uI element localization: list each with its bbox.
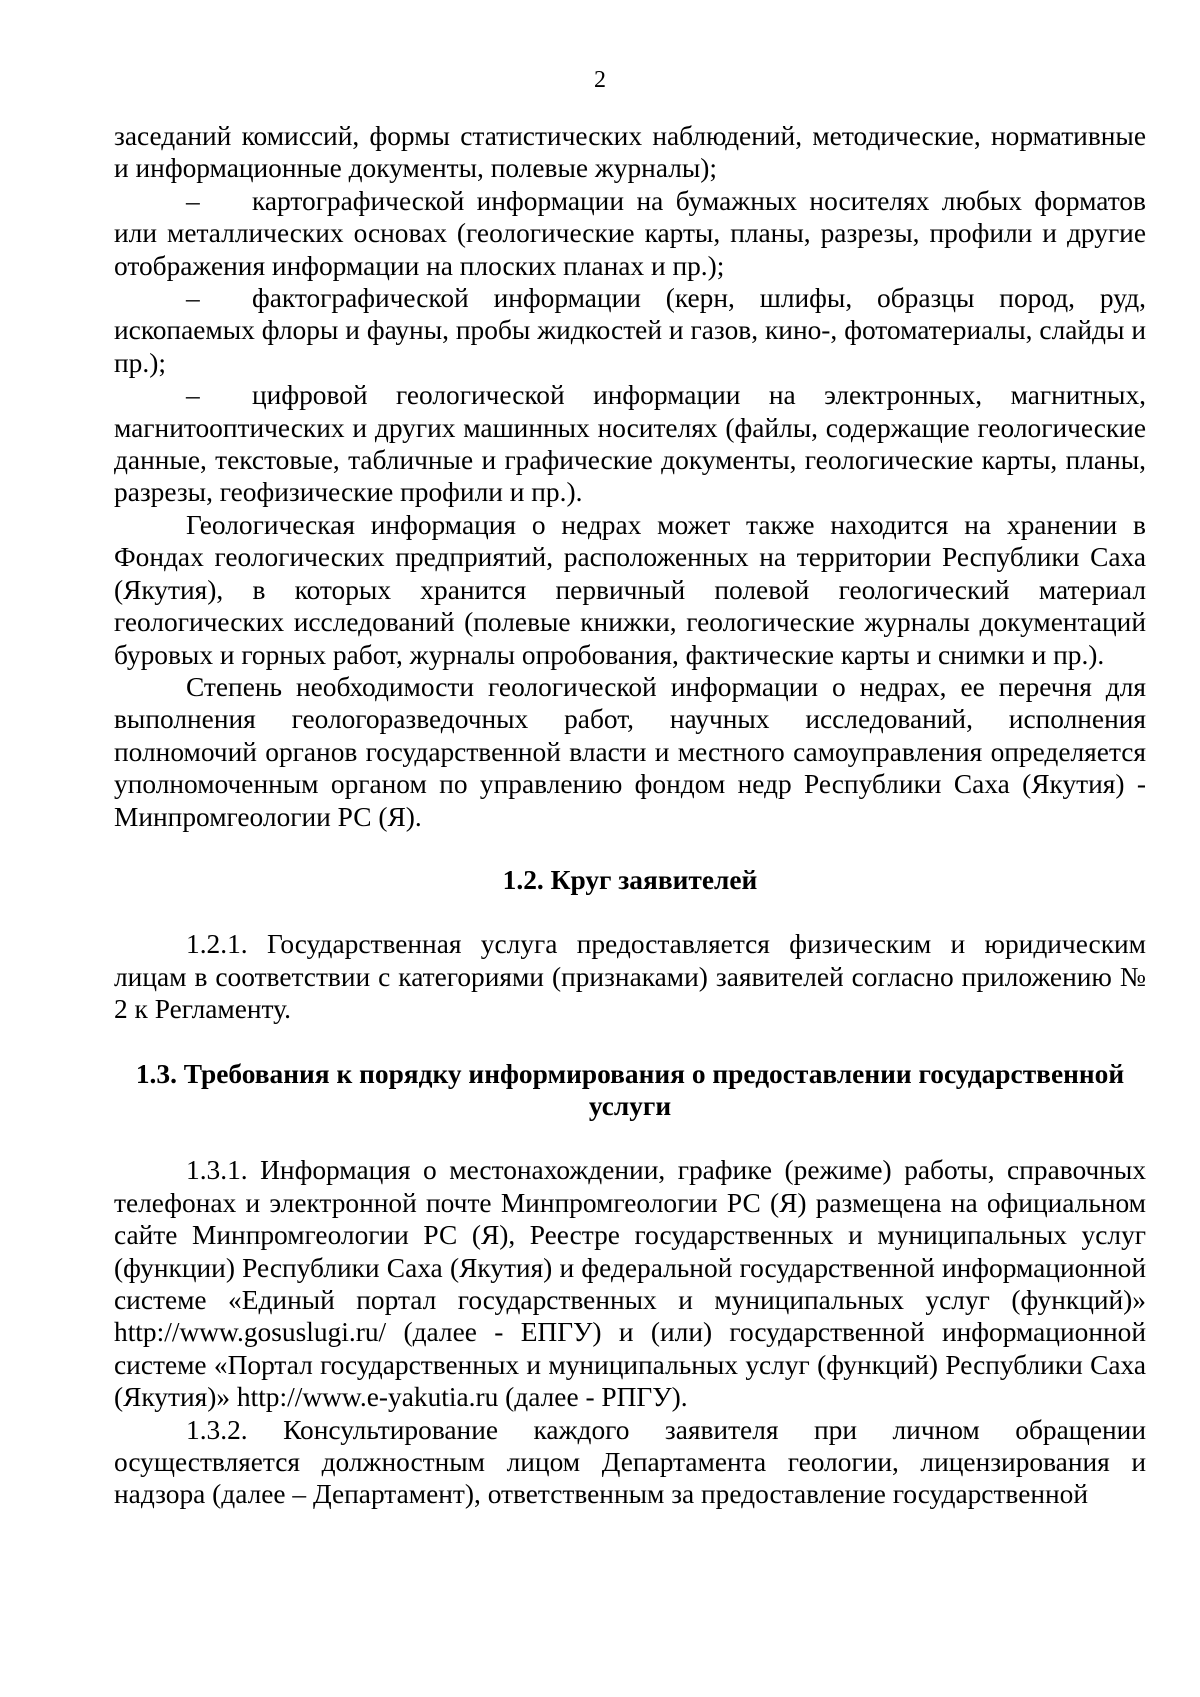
list-item [114,185,1146,282]
dash-marker: – [186,380,200,411]
list-item-text: фактографической информации (керн, шлифы, образцы пород, руд, ископаемых флоры и фауны, пробы жидкостей и газов, кино-, фотоматериалы, слайды и пр.); [114,283,1146,378]
dash-marker: – [186,283,200,314]
body-paragraph: Геологическая информация о недрах может также находится на хранении в Фондах геологических предприятий, расположенных на территории Республики Саха (Якутия), в которых хранится первичный полевой геологический материал геологических исследований (полевые книжки, геологические журналы документаций буровых и горных работ, журналы опробования, фактические карты и снимки и пр.). [114,509,1146,670]
page-number: 2 [594,67,606,93]
list-item-text: картографической информации на бумажных носителях любых форматов или металлических основах (геологические карты, планы, разрезы, профили и другие отображения информации на плоских планах и пр.); [114,185,1146,281]
list-item [114,379,1146,509]
body-paragraph: Степень необходимости геологической информации о недрах, ее перечня для выполнения геологоразведочных работ, научных исследований, исполнения полномочий органов государственной власти и местного самоуправления определяется уполномоченным органом по управлению фондом недр Республики Саха (Якутия) - Минпромгеологии РС (Я). [114,671,1146,832]
section-heading-1-2: 1.2. Круг заявителей [502,864,758,895]
document-body [114,120,1146,1511]
list-item-text: цифровой геологической информации на электронных, магнитных, магнитооптических и других машинных носителях (файлы, содержащие геологические данные, текстовые, табличные и графические документы, геологические карты, планы, разрезы, геофизические профили и пр.). [114,380,1146,508]
dash-marker: – [186,185,200,216]
body-paragraph: 1.3.1. Информация о местонахождении, графике (режиме) работы, справочных телефонах и электронной почте Минпромгеологии РС (Я) размещена на официальном сайте Минпромгеологии РС (Я), Реестре государственных и муниципальных услуг (функции) Республики Саха (Якутия) и федеральной государственной информационной системе «Единый портал государственных и муниципальных услуг (функций)» http://www.gosuslugi.ru/ (далее - ЕПГУ) и (или) государственной информационной системе «Портал государственных и муниципальных услуг (функций) Республики Саха (Якутия)» http://www.e-yakutia.ru (далее - РПГУ). [114,1155,1146,1413]
list-item [114,282,1146,379]
continued-paragraph: заседаний комиссий, формы статистических наблюдений, методические, нормативные и информационные документы, полевые журналы); [114,121,1146,184]
section-heading-1-3: 1.3. Требования к порядку информирования о предоставлении государственной услуги [135,1058,1125,1121]
body-paragraph: 1.2.1. Государственная услуга предоставляется физическим и юридическим лицам в соответствии с категориями (признаками) заявителей согласно приложению № 2 к Регламенту. [114,929,1146,1025]
body-paragraph: 1.3.2. Консультирование каждого заявителя при личном обращении осуществляется должностным лицом Департамента геологии, лицензирования и надзора (далее – Департамент), ответственным за предоставление государственной [114,1414,1146,1510]
